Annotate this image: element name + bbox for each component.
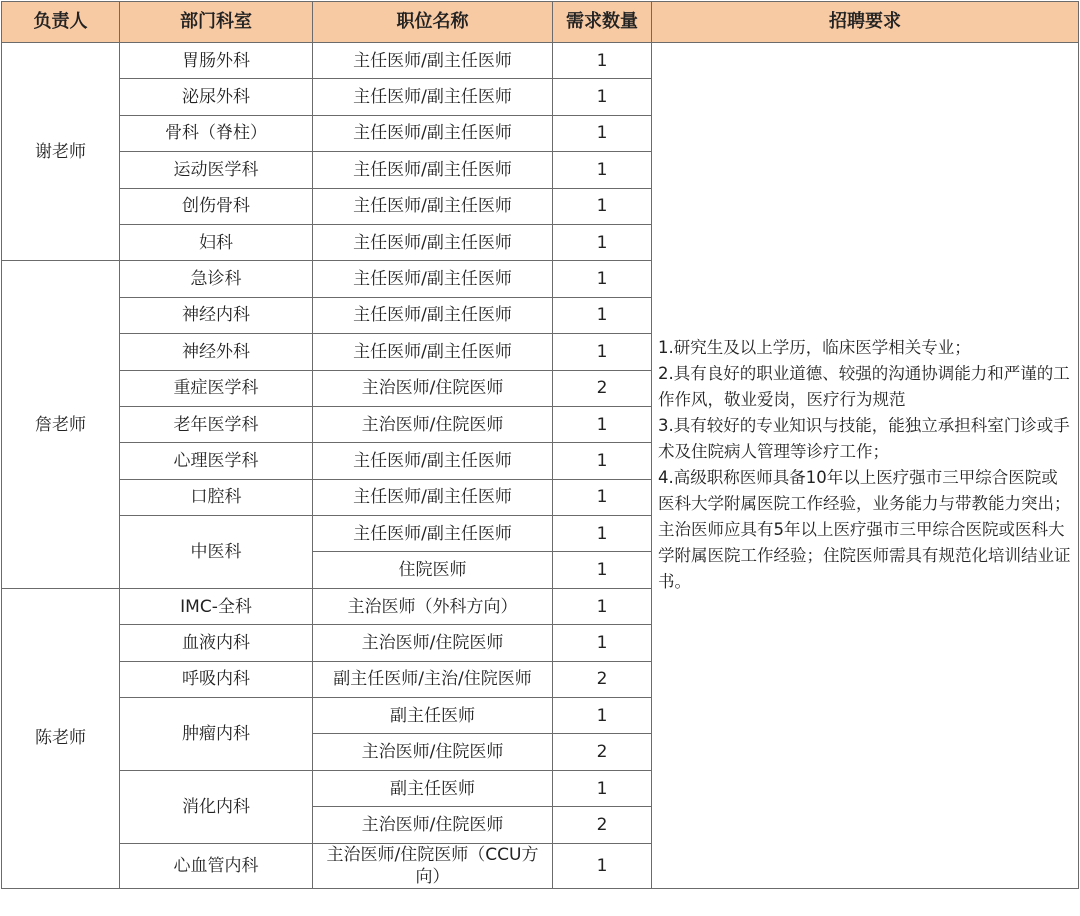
count-cell: 1 <box>553 297 652 333</box>
position-cell: 主任医师/副主任医师 <box>313 152 553 188</box>
header-requirements: 招聘要求 <box>652 2 1079 43</box>
position-cell: 主治医师（外科方向） <box>313 588 553 624</box>
position-cell: 主任医师/副主任医师 <box>313 115 553 151</box>
department-cell: 血液内科 <box>120 625 313 661</box>
position-cell: 主任医师/副主任医师 <box>313 261 553 297</box>
department-cell: 神经外科 <box>120 334 313 370</box>
count-cell: 2 <box>553 370 652 406</box>
position-cell: 主治医师/住院医师 <box>313 734 553 770</box>
count-cell: 1 <box>553 843 652 888</box>
department-cell: 心血管内科 <box>120 843 313 888</box>
person-cell: 詹老师 <box>2 261 120 589</box>
count-cell: 1 <box>553 625 652 661</box>
department-cell: 中医科 <box>120 516 313 589</box>
position-cell: 主任医师/副主任医师 <box>313 188 553 224</box>
position-cell: 主治医师/住院医师 <box>313 406 553 442</box>
position-cell: 主任医师/副主任医师 <box>313 479 553 515</box>
count-cell: 1 <box>553 79 652 115</box>
department-cell: 运动医学科 <box>120 152 313 188</box>
position-cell: 副主任医师 <box>313 770 553 806</box>
person-cell: 陈老师 <box>2 588 120 888</box>
position-cell: 副主任医师/主治/住院医师 <box>313 661 553 697</box>
position-cell: 主任医师/副主任医师 <box>313 334 553 370</box>
requirement-item: 2.具有良好的职业道德、较强的沟通协调能力和严谨的工作作风，敬业爱岗，医疗行为规范 <box>658 364 1070 410</box>
count-cell: 1 <box>553 588 652 624</box>
department-cell: IMC-全科 <box>120 588 313 624</box>
count-cell: 1 <box>553 224 652 260</box>
department-cell: 口腔科 <box>120 479 313 515</box>
table-body <box>2 43 1079 889</box>
count-cell: 1 <box>553 334 652 370</box>
table-row <box>2 43 1079 79</box>
count-cell: 1 <box>553 43 652 79</box>
position-cell: 主治医师/住院医师 <box>313 625 553 661</box>
count-cell: 1 <box>553 443 652 479</box>
department-cell: 妇科 <box>120 224 313 260</box>
position-cell: 主治医师/住院医师 <box>313 370 553 406</box>
position-cell: 主治医师/住院医师（CCU方向） <box>313 843 553 888</box>
count-cell: 2 <box>553 661 652 697</box>
count-cell: 1 <box>553 479 652 515</box>
position-cell: 主任医师/副主任医师 <box>313 43 553 79</box>
header-count: 需求数量 <box>553 2 652 43</box>
position-cell: 主任医师/副主任医师 <box>313 516 553 552</box>
header-position: 职位名称 <box>313 2 553 43</box>
count-cell: 1 <box>553 516 652 552</box>
department-cell: 消化内科 <box>120 770 313 843</box>
department-cell: 胃肠外科 <box>120 43 313 79</box>
department-cell: 泌尿外科 <box>120 79 313 115</box>
count-cell: 1 <box>553 261 652 297</box>
count-cell: 1 <box>553 406 652 442</box>
position-cell: 主任医师/副主任医师 <box>313 79 553 115</box>
requirement-item: 1.研究生及以上学历，临床医学相关专业； <box>658 338 971 358</box>
count-cell: 1 <box>553 552 652 588</box>
department-cell: 急诊科 <box>120 261 313 297</box>
person-cell: 谢老师 <box>2 43 120 261</box>
count-cell: 2 <box>553 807 652 843</box>
recruitment-table <box>1 1 1079 889</box>
header-department: 部门科室 <box>120 2 313 43</box>
department-cell: 心理医学科 <box>120 443 313 479</box>
position-cell: 住院医师 <box>313 552 553 588</box>
department-cell: 创伤骨科 <box>120 188 313 224</box>
requirements-cell <box>652 43 1079 889</box>
position-cell: 副主任医师 <box>313 698 553 734</box>
department-cell: 老年医学科 <box>120 406 313 442</box>
position-cell: 主任医师/副主任医师 <box>313 443 553 479</box>
count-cell: 2 <box>553 734 652 770</box>
requirement-item: 4.高级职称医师具备10年以上医疗强市三甲综合医院或医科大学附属医院工作经验，业务能力与带教能力突出；主治医师应具有5年以上医疗强市三甲综合医院或医科大学附属医院工作经验；住院医师需具有规范化培训结业证书。 <box>658 468 1071 592</box>
department-cell: 骨科（脊柱） <box>120 115 313 151</box>
position-cell: 主任医师/副主任医师 <box>313 297 553 333</box>
department-cell: 呼吸内科 <box>120 661 313 697</box>
requirement-item: 3.具有较好的专业知识与技能，能独立承担科室门诊或手术及住院病人管理等诊疗工作； <box>658 416 1070 462</box>
count-cell: 1 <box>553 698 652 734</box>
count-cell: 1 <box>553 770 652 806</box>
department-cell: 肿瘤内科 <box>120 698 313 771</box>
count-cell: 1 <box>553 152 652 188</box>
department-cell: 神经内科 <box>120 297 313 333</box>
position-cell: 主任医师/副主任医师 <box>313 224 553 260</box>
department-cell: 重症医学科 <box>120 370 313 406</box>
count-cell: 1 <box>553 188 652 224</box>
header-person: 负责人 <box>2 2 120 43</box>
count-cell: 1 <box>553 115 652 151</box>
position-cell: 主治医师/住院医师 <box>313 807 553 843</box>
header-row <box>2 2 1079 43</box>
